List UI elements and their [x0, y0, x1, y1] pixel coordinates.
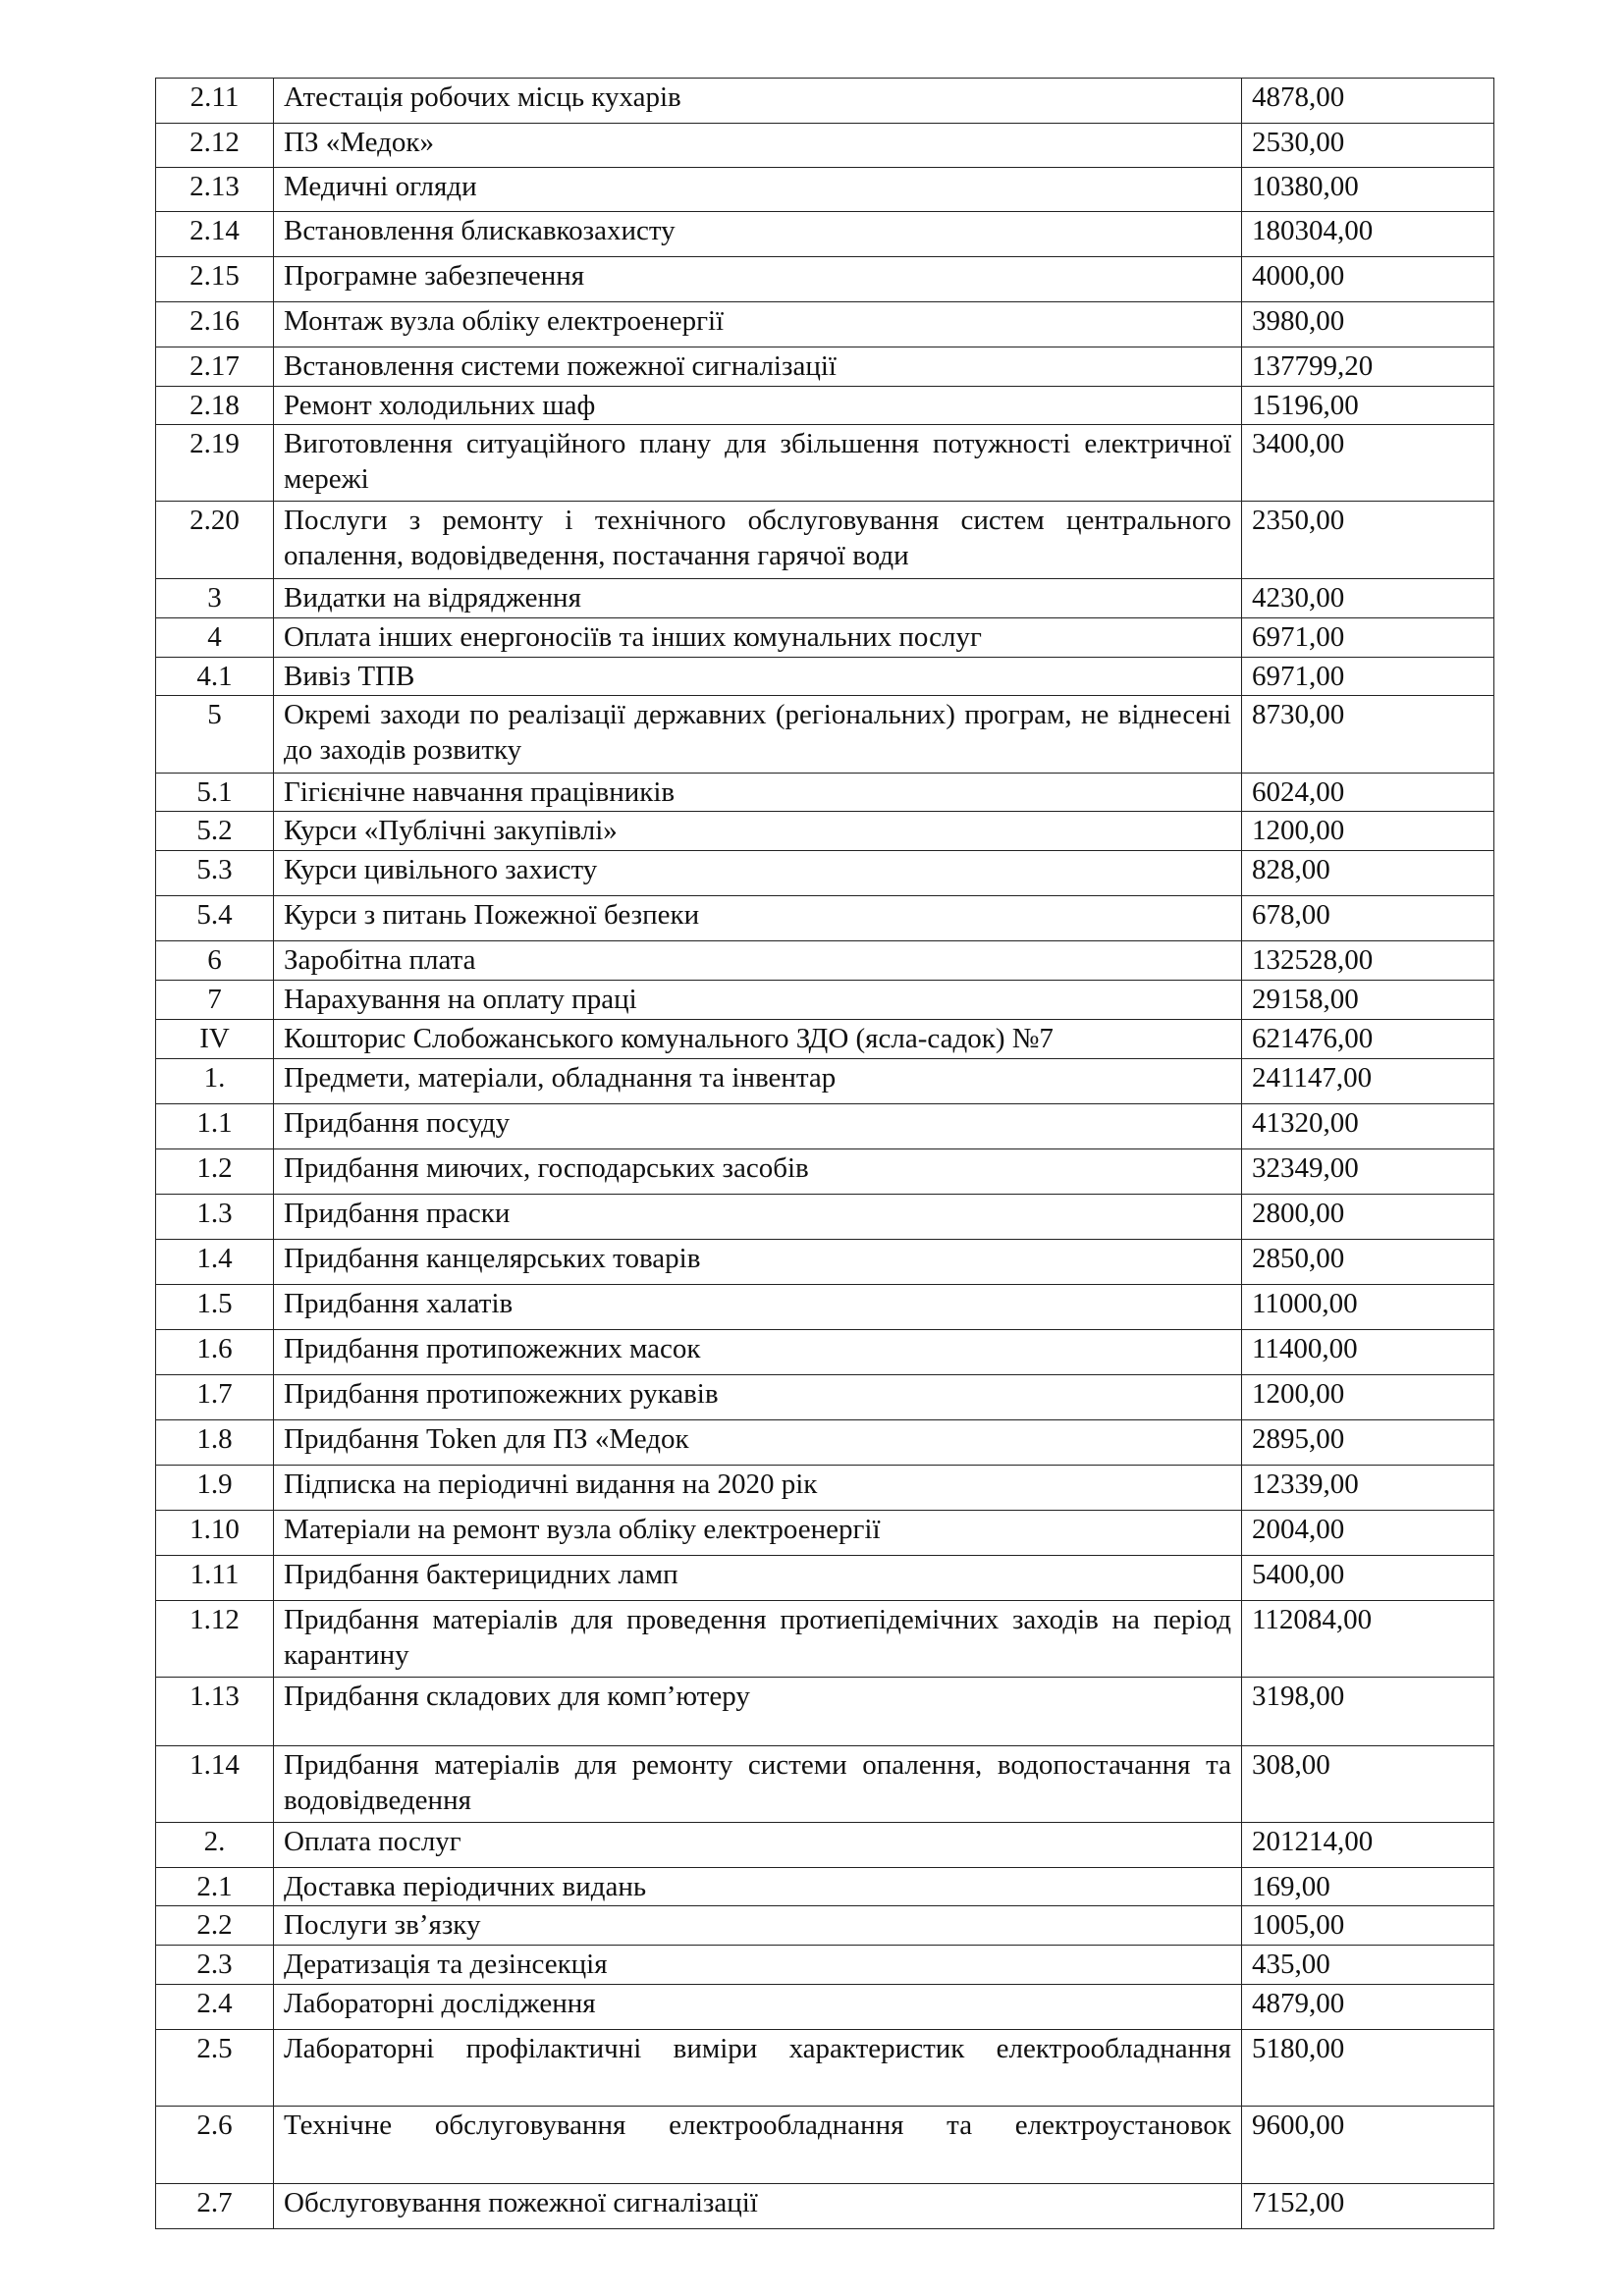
row-amount-cell: 2530,00 [1242, 124, 1494, 168]
row-number-cell: 5.1 [156, 773, 274, 811]
row-amount-cell: 308,00 [1242, 1745, 1494, 1822]
table-row [156, 1905, 1494, 1945]
row-number-cell: 1.13 [156, 1677, 274, 1745]
row-amount-cell: 32349,00 [1242, 1148, 1494, 1194]
row-description-cell: Послуги з ремонту і технічного обслуговування систем центрального опалення, водовідведення, постачання гарячої води [274, 501, 1242, 578]
table-row [156, 695, 1494, 773]
row-number-cell: 1.9 [156, 1465, 274, 1510]
row-amount-cell: 4000,00 [1242, 257, 1494, 302]
table-row [156, 387, 1494, 425]
row-amount-cell: 41320,00 [1242, 1103, 1494, 1148]
row-description-cell: Придбання протипожежних рукавів [274, 1374, 1242, 1419]
row-amount-cell: 2895,00 [1242, 1419, 1494, 1465]
table-row [156, 1374, 1494, 1419]
row-description-cell: Окремі заходи по реалізації державних (регіональних) програм, не віднесені до заходів розвитку [274, 695, 1242, 773]
row-number-cell: 4 [156, 617, 274, 657]
row-number-cell: 2.18 [156, 387, 274, 425]
row-description-cell: Придбання посуду [274, 1103, 1242, 1148]
row-number-cell: 2.12 [156, 124, 274, 168]
table-row [156, 617, 1494, 657]
row-number-cell: 2.15 [156, 257, 274, 302]
table-row [156, 124, 1494, 168]
row-number-cell: 1.8 [156, 1419, 274, 1465]
row-description-cell: Заробітна плата [274, 940, 1242, 980]
expense-table-body [156, 79, 1494, 2229]
row-number-cell: 1.6 [156, 1329, 274, 1374]
row-amount-cell: 241147,00 [1242, 1058, 1494, 1103]
row-number-cell: 1.2 [156, 1148, 274, 1194]
row-description-cell: Встановлення системи пожежної сигналізації [274, 347, 1242, 387]
row-number-cell: 1.10 [156, 1510, 274, 1555]
table-row [156, 79, 1494, 124]
row-amount-cell: 9600,00 [1242, 2106, 1494, 2183]
row-description-cell: Встановлення блискавкозахисту [274, 212, 1242, 257]
row-description-cell: Придбання халатів [274, 1284, 1242, 1329]
row-amount-cell: 678,00 [1242, 895, 1494, 940]
row-description-cell: Ремонт холодильних шаф [274, 387, 1242, 425]
row-number-cell: 5.4 [156, 895, 274, 940]
row-description-cell: Придбання складових для комп’ютеру [274, 1677, 1242, 1745]
row-number-cell: 2.11 [156, 79, 274, 124]
row-amount-cell: 1005,00 [1242, 1905, 1494, 1945]
table-row [156, 1984, 1494, 2029]
row-number-cell: 1.12 [156, 1600, 274, 1677]
row-amount-cell: 2004,00 [1242, 1510, 1494, 1555]
row-number-cell: 2.6 [156, 2106, 274, 2183]
table-row [156, 168, 1494, 212]
row-description-cell: Нарахування на оплату праці [274, 980, 1242, 1019]
row-description-cell: Придбання протипожежних масок [274, 1329, 1242, 1374]
table-row [156, 940, 1494, 980]
table-row [156, 1510, 1494, 1555]
row-amount-cell: 1200,00 [1242, 811, 1494, 850]
row-number-cell: 1.7 [156, 1374, 274, 1419]
table-row [156, 1103, 1494, 1148]
table-row [156, 773, 1494, 811]
row-amount-cell: 169,00 [1242, 1867, 1494, 1905]
row-number-cell: IV [156, 1019, 274, 1058]
row-amount-cell: 4878,00 [1242, 79, 1494, 124]
row-number-cell: 2.4 [156, 1984, 274, 2029]
row-number-cell: 1.5 [156, 1284, 274, 1329]
row-number-cell: 6 [156, 940, 274, 980]
row-amount-cell: 6971,00 [1242, 657, 1494, 695]
row-amount-cell: 3400,00 [1242, 424, 1494, 501]
table-row [156, 1058, 1494, 1103]
row-description-cell: Предмети, матеріали, обладнання та інвентар [274, 1058, 1242, 1103]
row-description-cell: Медичні огляди [274, 168, 1242, 212]
row-amount-cell: 29158,00 [1242, 980, 1494, 1019]
row-description-cell: Придбання миючих, господарських засобів [274, 1148, 1242, 1194]
row-description-cell: Курси з питань Пожежної безпеки [274, 895, 1242, 940]
row-description-cell: Придбання Token для ПЗ «Медок [274, 1419, 1242, 1465]
row-description-cell: ПЗ «Медок» [274, 124, 1242, 168]
row-description-cell: Кошторис Слобожанського комунального ЗДО (ясла-садок) №7 [274, 1019, 1242, 1058]
row-description-cell: Курси «Публічні закупівлі» [274, 811, 1242, 850]
table-row [156, 1745, 1494, 1822]
row-amount-cell: 11000,00 [1242, 1284, 1494, 1329]
row-amount-cell: 4230,00 [1242, 578, 1494, 617]
row-description-cell: Технічне обслуговування електрообладнання та електроустановок [274, 2106, 1242, 2183]
row-description-cell: Матеріали на ремонт вузла обліку електроенергії [274, 1510, 1242, 1555]
table-row [156, 2106, 1494, 2183]
row-description-cell: Видатки на відрядження [274, 578, 1242, 617]
table-row [156, 1329, 1494, 1374]
row-amount-cell: 435,00 [1242, 1945, 1494, 1984]
row-number-cell: 2.17 [156, 347, 274, 387]
row-description-cell: Виготовлення ситуаційного плану для збільшення потужності електричної мережі [274, 424, 1242, 501]
row-number-cell: 2.1 [156, 1867, 274, 1905]
table-row [156, 895, 1494, 940]
row-amount-cell: 4879,00 [1242, 1984, 1494, 2029]
table-row [156, 424, 1494, 501]
row-amount-cell: 132528,00 [1242, 940, 1494, 980]
row-description-cell: Лабораторні профілактичні виміри характеристик електрообладнання [274, 2029, 1242, 2106]
row-description-cell: Підписка на періодичні видання на 2020 рік [274, 1465, 1242, 1510]
row-description-cell: Оплата інших енергоносіїв та інших комунальних послуг [274, 617, 1242, 657]
row-amount-cell: 2800,00 [1242, 1194, 1494, 1239]
row-description-cell: Монтаж вузла обліку електроенергії [274, 302, 1242, 347]
row-amount-cell: 15196,00 [1242, 387, 1494, 425]
row-number-cell: 2. [156, 1822, 274, 1867]
row-amount-cell: 180304,00 [1242, 212, 1494, 257]
row-description-cell: Придбання матеріалів для ремонту системи опалення, водопостачання та водовідведення [274, 1745, 1242, 1822]
row-amount-cell: 12339,00 [1242, 1465, 1494, 1510]
row-description-cell: Вивіз ТПВ [274, 657, 1242, 695]
row-number-cell: 2.19 [156, 424, 274, 501]
table-row [156, 1822, 1494, 1867]
table-row [156, 980, 1494, 1019]
table-row [156, 1194, 1494, 1239]
row-number-cell: 5 [156, 695, 274, 773]
row-amount-cell: 112084,00 [1242, 1600, 1494, 1677]
row-amount-cell: 5400,00 [1242, 1555, 1494, 1600]
table-row [156, 1465, 1494, 1510]
row-description-cell: Курси цивільного захисту [274, 850, 1242, 895]
table-row [156, 1867, 1494, 1905]
row-number-cell: 5.2 [156, 811, 274, 850]
row-number-cell: 1.14 [156, 1745, 274, 1822]
table-row [156, 2029, 1494, 2106]
table-row [156, 257, 1494, 302]
row-description-cell: Послуги зв’язку [274, 1905, 1242, 1945]
row-amount-cell: 1200,00 [1242, 1374, 1494, 1419]
row-number-cell: 1.11 [156, 1555, 274, 1600]
row-amount-cell: 3980,00 [1242, 302, 1494, 347]
row-amount-cell: 7152,00 [1242, 2183, 1494, 2228]
row-amount-cell: 2350,00 [1242, 501, 1494, 578]
row-number-cell: 3 [156, 578, 274, 617]
row-amount-cell: 2850,00 [1242, 1239, 1494, 1284]
row-amount-cell: 828,00 [1242, 850, 1494, 895]
table-row [156, 1677, 1494, 1745]
row-number-cell: 2.5 [156, 2029, 274, 2106]
row-amount-cell: 3198,00 [1242, 1677, 1494, 1745]
row-amount-cell: 11400,00 [1242, 1329, 1494, 1374]
table-row [156, 1239, 1494, 1284]
row-amount-cell: 6971,00 [1242, 617, 1494, 657]
row-number-cell: 5.3 [156, 850, 274, 895]
row-number-cell: 2.16 [156, 302, 274, 347]
table-row [156, 1555, 1494, 1600]
table-row [156, 850, 1494, 895]
row-number-cell: 2.2 [156, 1905, 274, 1945]
row-description-cell: Придбання праски [274, 1194, 1242, 1239]
row-number-cell: 2.7 [156, 2183, 274, 2228]
row-description-cell: Оплата послуг [274, 1822, 1242, 1867]
row-amount-cell: 8730,00 [1242, 695, 1494, 773]
row-amount-cell: 5180,00 [1242, 2029, 1494, 2106]
row-description-cell: Доставка періодичних видань [274, 1867, 1242, 1905]
table-row [156, 1419, 1494, 1465]
row-description-cell: Лабораторні дослідження [274, 1984, 1242, 2029]
table-row [156, 2183, 1494, 2228]
table-row [156, 501, 1494, 578]
row-number-cell: 2.20 [156, 501, 274, 578]
row-description-cell: Придбання канцелярських товарів [274, 1239, 1242, 1284]
row-number-cell: 1. [156, 1058, 274, 1103]
table-row [156, 1600, 1494, 1677]
row-description-cell: Дератизація та дезінсекція [274, 1945, 1242, 1984]
table-row [156, 657, 1494, 695]
row-description-cell: Придбання бактерицидних ламп [274, 1555, 1242, 1600]
table-row [156, 811, 1494, 850]
table-row [156, 302, 1494, 347]
table-row [156, 1945, 1494, 1984]
row-number-cell: 4.1 [156, 657, 274, 695]
row-number-cell: 1.1 [156, 1103, 274, 1148]
row-description-cell: Атестація робочих місць кухарів [274, 79, 1242, 124]
row-number-cell: 7 [156, 980, 274, 1019]
table-row [156, 1284, 1494, 1329]
table-row [156, 212, 1494, 257]
row-number-cell: 1.3 [156, 1194, 274, 1239]
row-number-cell: 2.14 [156, 212, 274, 257]
expense-table [155, 78, 1494, 2229]
row-description-cell: Обслуговування пожежної сигналізації [274, 2183, 1242, 2228]
table-row [156, 1019, 1494, 1058]
table-row [156, 578, 1494, 617]
table-row [156, 1148, 1494, 1194]
row-number-cell: 2.3 [156, 1945, 274, 1984]
row-amount-cell: 201214,00 [1242, 1822, 1494, 1867]
row-number-cell: 1.4 [156, 1239, 274, 1284]
row-description-cell: Програмне забезпечення [274, 257, 1242, 302]
row-amount-cell: 6024,00 [1242, 773, 1494, 811]
row-amount-cell: 621476,00 [1242, 1019, 1494, 1058]
row-amount-cell: 10380,00 [1242, 168, 1494, 212]
row-number-cell: 2.13 [156, 168, 274, 212]
row-amount-cell: 137799,20 [1242, 347, 1494, 387]
table-row [156, 347, 1494, 387]
row-description-cell: Придбання матеріалів для проведення протиепідемічних заходів на період карантину [274, 1600, 1242, 1677]
row-description-cell: Гігієнічне навчання працівників [274, 773, 1242, 811]
